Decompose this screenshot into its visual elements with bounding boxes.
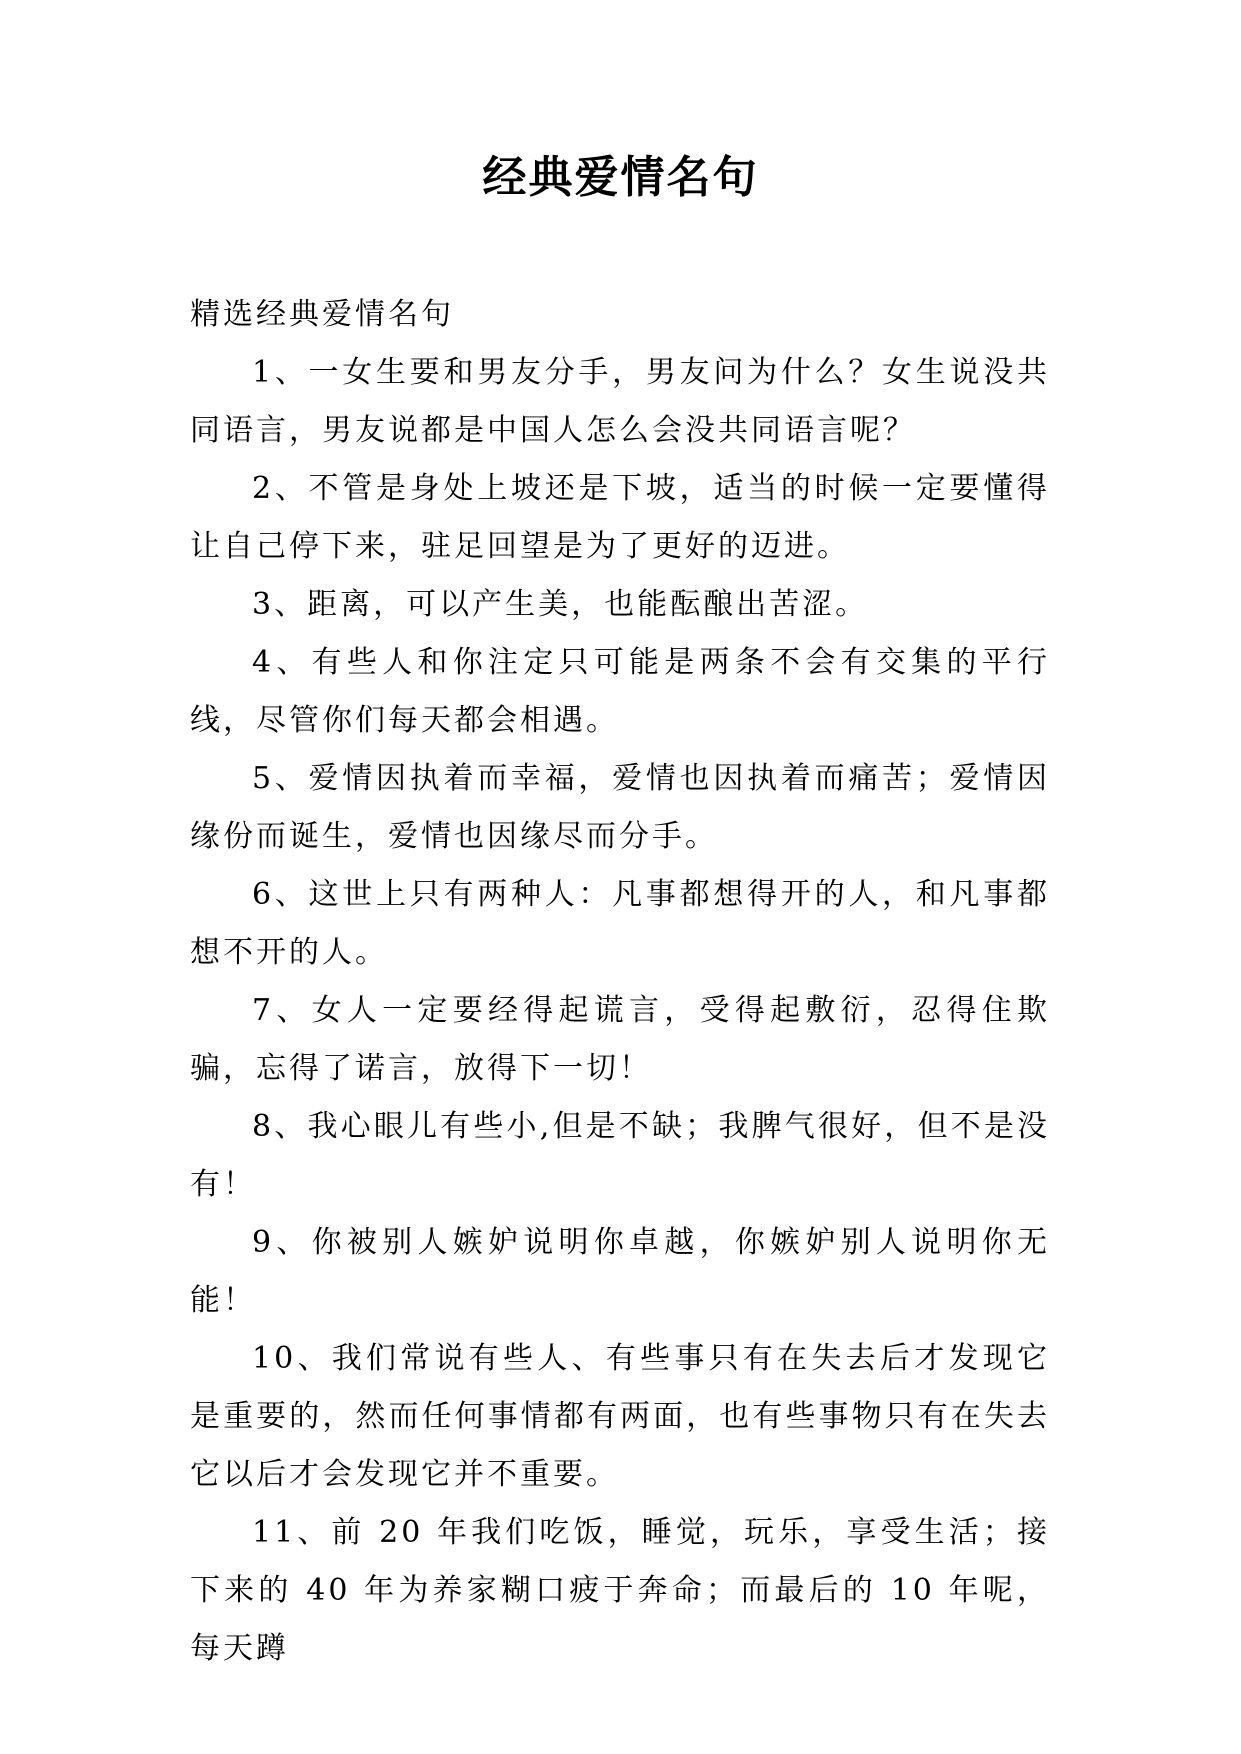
quote-paragraph: 9、你被别人嫉妒说明你卓越，你嫉妒别人说明你无能！ [190,1225,1050,1318]
quote-paragraph: 2、不管是身处上坡还是下坡，适当的时候一定要懂得让自己停下来，驻足回望是为了更好的迈进。 [190,471,1050,564]
quote-paragraph: 6、这世上只有两种人：凡事都想得开的人，和凡事都想不开的人。 [190,877,1050,970]
quote-paragraph: 4、有些人和你注定只可能是两条不会有交集的平行线，尽管你们每天都会相遇。 [190,645,1050,738]
quote-paragraph: 7、女人一定要经得起谎言，受得起敷衍，忍得住欺骗，忘得了诺言，放得下一切！ [190,993,1050,1086]
quote-paragraph: 8、我心眼儿有些小,但是不缺；我脾气很好，但不是没有！ [190,1109,1050,1202]
quote-paragraph: 1、一女生要和男友分手，男友问为什么？女生说没共同语言，男友说都是中国人怎么会没共同语言呢？ [190,355,1050,448]
document-subtitle: 精选经典爱情名句 [190,297,454,332]
document-title: 经典爱情名句 [482,152,759,203]
quote-paragraph: 5、爱情因执着而幸福，爱情也因执着而痛苦；爱情因缘份而诞生，爱情也因缘尽而分手。 [190,761,1050,854]
document-body [190,286,1050,1678]
quote-paragraph: 11、前 20 年我们吃饭，睡觉，玩乐，享受生活；接下来的 40 年为养家糊口疲于奔命；而最后的 10 年呢，每天蹲 [190,1515,1050,1666]
quote-paragraph: 3、距离，可以产生美，也能酝酿出苦涩。 [252,587,869,622]
quote-paragraph: 10、我们常说有些人、有些事只有在失去后才发现它是重要的，然而任何事情都有两面，也有些事物只有在失去它以后才会发现它并不重要。 [190,1341,1050,1492]
